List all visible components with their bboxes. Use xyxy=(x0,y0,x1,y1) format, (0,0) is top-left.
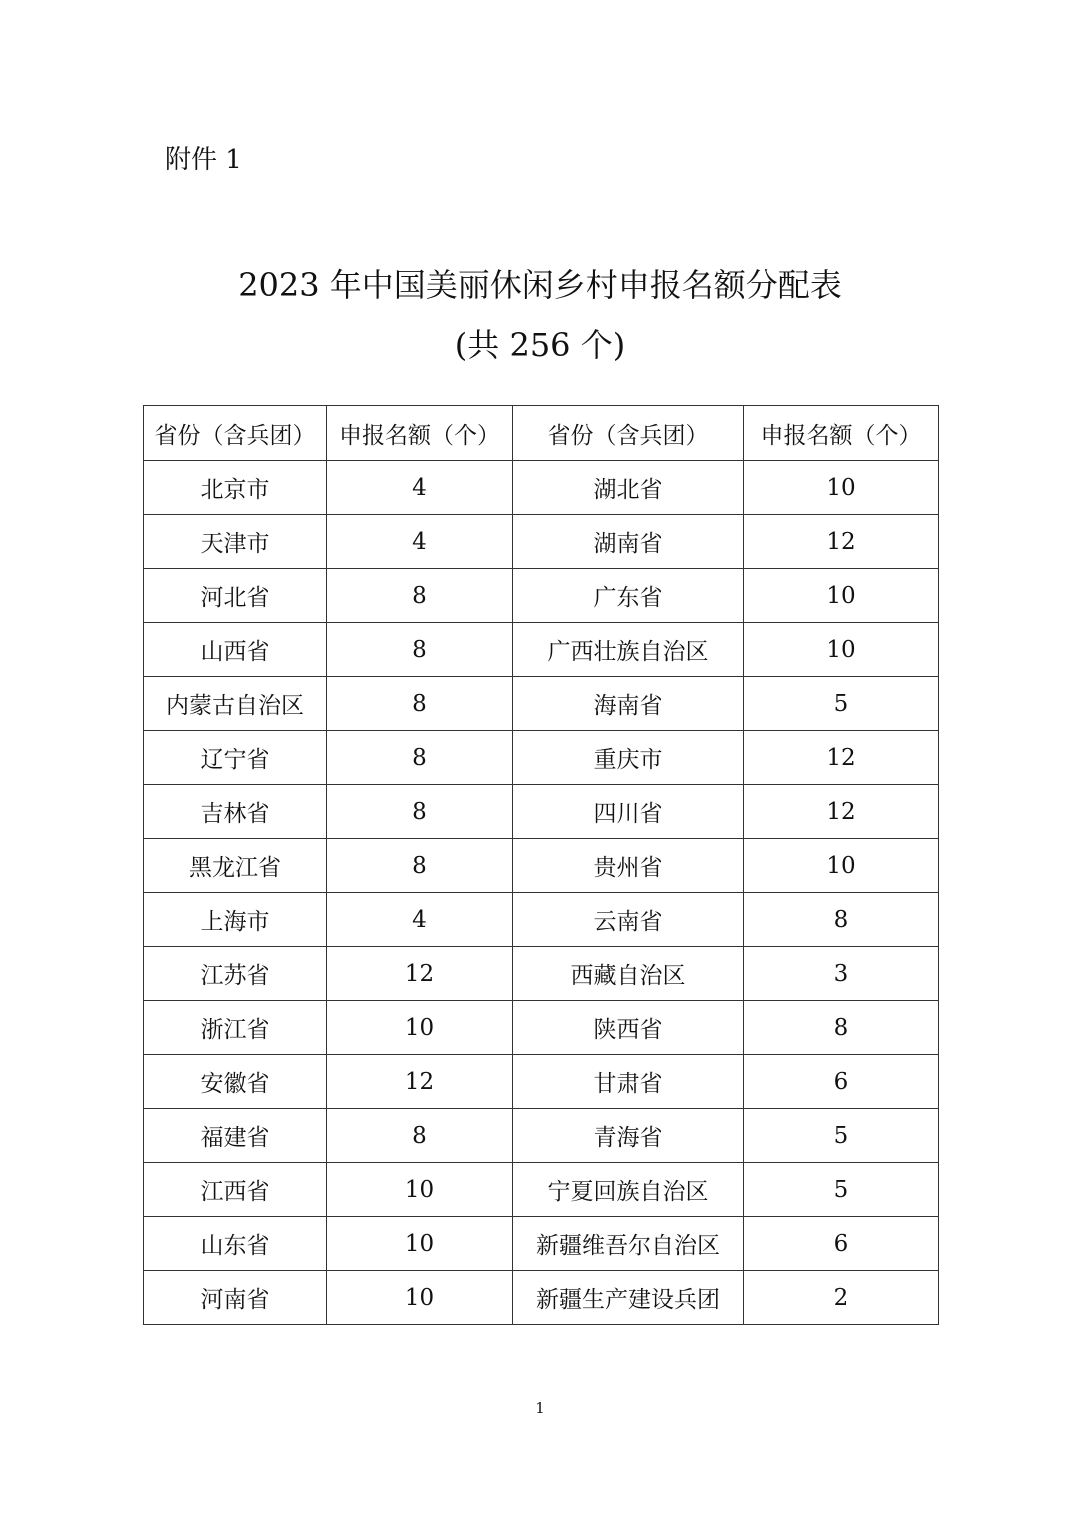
quota-table xyxy=(143,405,939,1325)
province-cell: 河南省 xyxy=(144,1271,327,1325)
quota-cell: 2 xyxy=(744,1271,939,1325)
province-cell: 甘肃省 xyxy=(513,1055,744,1109)
province-cell: 江西省 xyxy=(144,1163,327,1217)
quota-cell: 8 xyxy=(327,785,513,839)
quota-cell: 8 xyxy=(744,1001,939,1055)
table-row xyxy=(144,947,939,1001)
quota-cell: 4 xyxy=(327,515,513,569)
province-cell: 北京市 xyxy=(144,461,327,515)
quota-cell: 3 xyxy=(744,947,939,1001)
province-cell: 广东省 xyxy=(513,569,744,623)
table-row xyxy=(144,893,939,947)
quota-cell: 8 xyxy=(327,1109,513,1163)
province-cell: 江苏省 xyxy=(144,947,327,1001)
table-row xyxy=(144,1109,939,1163)
quota-cell: 12 xyxy=(744,515,939,569)
quota-cell: 6 xyxy=(744,1055,939,1109)
quota-cell: 5 xyxy=(744,1109,939,1163)
table-row xyxy=(144,1271,939,1325)
table-row xyxy=(144,785,939,839)
province-cell: 山东省 xyxy=(144,1217,327,1271)
table-row xyxy=(144,1055,939,1109)
quota-cell: 8 xyxy=(327,569,513,623)
table-row xyxy=(144,515,939,569)
province-cell: 上海市 xyxy=(144,893,327,947)
province-cell: 吉林省 xyxy=(144,785,327,839)
quota-cell: 10 xyxy=(744,839,939,893)
province-cell: 湖北省 xyxy=(513,461,744,515)
province-cell: 内蒙古自治区 xyxy=(144,677,327,731)
province-cell: 天津市 xyxy=(144,515,327,569)
quota-cell: 8 xyxy=(327,839,513,893)
province-cell: 河北省 xyxy=(144,569,327,623)
table-row xyxy=(144,677,939,731)
province-cell: 云南省 xyxy=(513,893,744,947)
province-cell: 广西壮族自治区 xyxy=(513,623,744,677)
quota-cell: 10 xyxy=(744,461,939,515)
header-quota-right: 申报名额（个） xyxy=(744,406,939,461)
table-row xyxy=(144,569,939,623)
header-province-left: 省份（含兵团） xyxy=(144,406,327,461)
quota-cell: 10 xyxy=(744,623,939,677)
table-row xyxy=(144,839,939,893)
province-cell: 新疆维吾尔自治区 xyxy=(513,1217,744,1271)
quota-cell: 10 xyxy=(327,1001,513,1055)
table-row xyxy=(144,731,939,785)
quota-cell: 6 xyxy=(744,1217,939,1271)
header-quota-left: 申报名额（个） xyxy=(327,406,513,461)
province-cell: 浙江省 xyxy=(144,1001,327,1055)
province-cell: 陕西省 xyxy=(513,1001,744,1055)
quota-cell: 10 xyxy=(327,1163,513,1217)
table-row xyxy=(144,461,939,515)
quota-cell: 12 xyxy=(744,731,939,785)
quota-cell: 4 xyxy=(327,893,513,947)
province-cell: 西藏自治区 xyxy=(513,947,744,1001)
table-row xyxy=(144,1001,939,1055)
quota-cell: 10 xyxy=(327,1271,513,1325)
header-province-right: 省份（含兵团） xyxy=(513,406,744,461)
attachment-label: 附件 1 xyxy=(165,145,242,175)
document-subtitle: (共 256 个) xyxy=(454,326,626,364)
quota-cell: 8 xyxy=(744,893,939,947)
table-row xyxy=(144,1163,939,1217)
province-cell: 黑龙江省 xyxy=(144,839,327,893)
province-cell: 重庆市 xyxy=(513,731,744,785)
province-cell: 福建省 xyxy=(144,1109,327,1163)
province-cell: 安徽省 xyxy=(144,1055,327,1109)
table-row xyxy=(144,623,939,677)
page-number: 1 xyxy=(535,1399,545,1417)
quota-cell: 12 xyxy=(744,785,939,839)
province-cell: 贵州省 xyxy=(513,839,744,893)
quota-cell: 10 xyxy=(744,569,939,623)
province-cell: 海南省 xyxy=(513,677,744,731)
province-cell: 山西省 xyxy=(144,623,327,677)
province-cell: 辽宁省 xyxy=(144,731,327,785)
province-cell: 四川省 xyxy=(513,785,744,839)
province-cell: 新疆生产建设兵团 xyxy=(513,1271,744,1325)
quota-cell: 8 xyxy=(327,623,513,677)
quota-cell: 8 xyxy=(327,731,513,785)
document-title: 2023 年中国美丽休闲乡村申报名额分配表 xyxy=(238,266,842,304)
table-header-row xyxy=(144,406,939,461)
quota-cell: 12 xyxy=(327,947,513,1001)
quota-cell: 5 xyxy=(744,1163,939,1217)
province-cell: 湖南省 xyxy=(513,515,744,569)
quota-cell: 4 xyxy=(327,461,513,515)
quota-cell: 10 xyxy=(327,1217,513,1271)
province-cell: 青海省 xyxy=(513,1109,744,1163)
quota-cell: 5 xyxy=(744,677,939,731)
quota-cell: 8 xyxy=(327,677,513,731)
province-cell: 宁夏回族自治区 xyxy=(513,1163,744,1217)
table-row xyxy=(144,1217,939,1271)
quota-cell: 12 xyxy=(327,1055,513,1109)
